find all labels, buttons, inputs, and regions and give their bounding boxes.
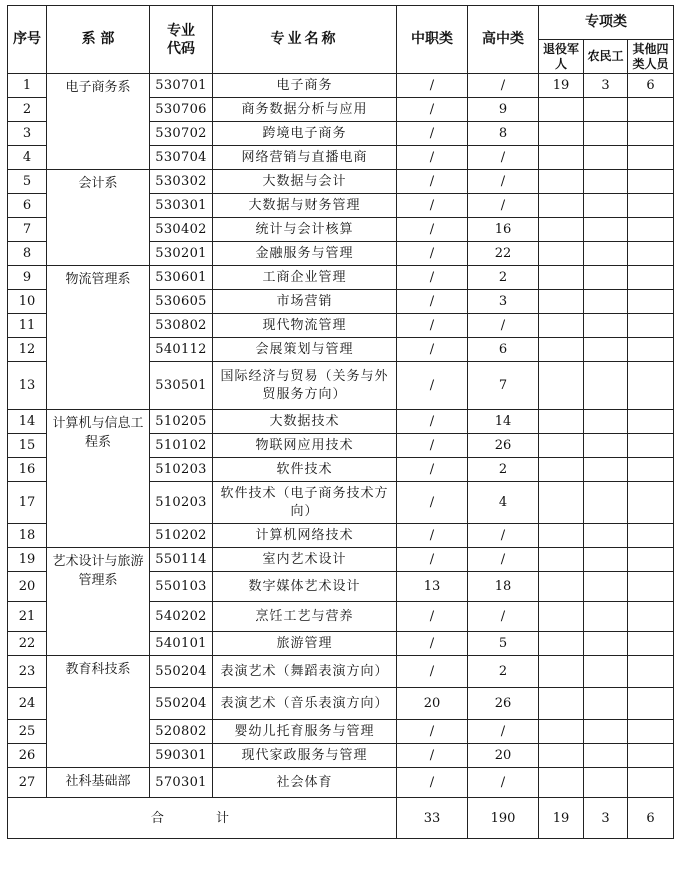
others-cell: [628, 170, 674, 194]
farmers-cell: [584, 688, 628, 720]
code-cell: 530402: [150, 218, 213, 242]
seq-cell: 27: [8, 768, 47, 798]
highschool-cell: 2: [468, 266, 539, 290]
others-cell: [628, 482, 674, 524]
farmers-cell: [584, 266, 628, 290]
veterans-cell: [539, 548, 584, 572]
highschool-cell: 2: [468, 656, 539, 688]
total-others: 6: [628, 798, 674, 839]
others-cell: [628, 290, 674, 314]
highschool-cell: /: [468, 720, 539, 744]
farmers-cell: [584, 98, 628, 122]
seq-cell: 4: [8, 146, 47, 170]
vocational-cell: /: [397, 548, 468, 572]
code-cell: 570301: [150, 768, 213, 798]
veterans-cell: [539, 524, 584, 548]
highschool-cell: /: [468, 170, 539, 194]
farmers-cell: 3: [584, 74, 628, 98]
veterans-cell: [539, 314, 584, 338]
name-cell: 国际经济与贸易（关务与外贸服务方向）: [213, 362, 397, 410]
code-cell: 550204: [150, 656, 213, 688]
farmers-cell: [584, 482, 628, 524]
code-cell: 540112: [150, 338, 213, 362]
name-cell: 社会体育: [213, 768, 397, 798]
seq-cell: 20: [8, 572, 47, 602]
seq-cell: 15: [8, 434, 47, 458]
vocational-cell: /: [397, 744, 468, 768]
farmers-cell: [584, 410, 628, 434]
vocational-cell: /: [397, 458, 468, 482]
table-row: [8, 410, 674, 434]
header-vocational: 中职类: [397, 6, 468, 74]
vocational-cell: /: [397, 482, 468, 524]
header-special: 专项类: [539, 6, 674, 40]
vocational-cell: /: [397, 314, 468, 338]
farmers-cell: [584, 434, 628, 458]
code-cell: 530201: [150, 242, 213, 266]
dept-cell: 计算机与信息工程系: [47, 410, 150, 548]
highschool-cell: 4: [468, 482, 539, 524]
seq-cell: 10: [8, 290, 47, 314]
others-cell: [628, 632, 674, 656]
highschool-cell: 7: [468, 362, 539, 410]
highschool-cell: /: [468, 548, 539, 572]
veterans-cell: [539, 458, 584, 482]
seq-cell: 18: [8, 524, 47, 548]
table-row: [8, 768, 674, 798]
vocational-cell: /: [397, 656, 468, 688]
name-cell: 软件技术: [213, 458, 397, 482]
farmers-cell: [584, 362, 628, 410]
others-cell: [628, 548, 674, 572]
others-cell: [628, 768, 674, 798]
vocational-cell: 20: [397, 688, 468, 720]
farmers-cell: [584, 194, 628, 218]
veterans-cell: [539, 434, 584, 458]
dept-cell: 物流管理系: [47, 266, 150, 410]
header-veterans: 退役军人: [539, 40, 584, 74]
table-row: [8, 170, 674, 194]
table-row: [8, 266, 674, 290]
seq-cell: 1: [8, 74, 47, 98]
name-cell: 烹饪工艺与营养: [213, 602, 397, 632]
highschool-cell: /: [468, 602, 539, 632]
seq-cell: 24: [8, 688, 47, 720]
code-cell: 530706: [150, 98, 213, 122]
veterans-cell: 19: [539, 74, 584, 98]
vocational-cell: /: [397, 266, 468, 290]
farmers-cell: [584, 146, 628, 170]
vocational-cell: /: [397, 524, 468, 548]
others-cell: [628, 656, 674, 688]
name-cell: 数字媒体艺术设计: [213, 572, 397, 602]
farmers-cell: [584, 632, 628, 656]
vocational-cell: /: [397, 602, 468, 632]
vocational-cell: /: [397, 410, 468, 434]
name-cell: 商务数据分析与应用: [213, 98, 397, 122]
dept-cell: 艺术设计与旅游管理系: [47, 548, 150, 656]
code-cell: 530605: [150, 290, 213, 314]
name-cell: 大数据与财务管理: [213, 194, 397, 218]
others-cell: [628, 242, 674, 266]
total-label: 合 计: [8, 798, 397, 839]
vocational-cell: /: [397, 434, 468, 458]
others-cell: [628, 218, 674, 242]
veterans-cell: [539, 572, 584, 602]
code-cell: 510203: [150, 482, 213, 524]
highschool-cell: 6: [468, 338, 539, 362]
name-cell: 大数据与会计: [213, 170, 397, 194]
farmers-cell: [584, 602, 628, 632]
header-name: 专业名称: [213, 6, 397, 74]
highschool-cell: /: [468, 314, 539, 338]
name-cell: 婴幼儿托育服务与管理: [213, 720, 397, 744]
highschool-cell: /: [468, 146, 539, 170]
name-cell: 网络营销与直播电商: [213, 146, 397, 170]
dept-cell: 电子商务系: [47, 74, 150, 170]
farmers-cell: [584, 768, 628, 798]
others-cell: [628, 720, 674, 744]
seq-cell: 16: [8, 458, 47, 482]
seq-cell: 14: [8, 410, 47, 434]
others-cell: [628, 744, 674, 768]
code-cell: 530704: [150, 146, 213, 170]
name-cell: 室内艺术设计: [213, 548, 397, 572]
farmers-cell: [584, 242, 628, 266]
veterans-cell: [539, 632, 584, 656]
name-cell: 旅游管理: [213, 632, 397, 656]
others-cell: [628, 314, 674, 338]
others-cell: [628, 410, 674, 434]
header-code: 专业代码: [150, 6, 213, 74]
farmers-cell: [584, 122, 628, 146]
highschool-cell: 5: [468, 632, 539, 656]
seq-cell: 7: [8, 218, 47, 242]
farmers-cell: [584, 338, 628, 362]
total-farmers: 3: [584, 798, 628, 839]
code-cell: 590301: [150, 744, 213, 768]
name-cell: 跨境电子商务: [213, 122, 397, 146]
vocational-cell: /: [397, 720, 468, 744]
others-cell: [628, 434, 674, 458]
vocational-cell: /: [397, 362, 468, 410]
veterans-cell: [539, 194, 584, 218]
code-cell: 510205: [150, 410, 213, 434]
veterans-cell: [539, 744, 584, 768]
vocational-cell: /: [397, 218, 468, 242]
veterans-cell: [539, 720, 584, 744]
table-row: [8, 548, 674, 572]
total-vocational: 33: [397, 798, 468, 839]
seq-cell: 3: [8, 122, 47, 146]
farmers-cell: [584, 524, 628, 548]
others-cell: 6: [628, 74, 674, 98]
code-cell: 530702: [150, 122, 213, 146]
seq-cell: 21: [8, 602, 47, 632]
vocational-cell: /: [397, 170, 468, 194]
header-dept: 系 部: [47, 6, 150, 74]
veterans-cell: [539, 290, 584, 314]
highschool-cell: 16: [468, 218, 539, 242]
highschool-cell: 26: [468, 434, 539, 458]
veterans-cell: [539, 98, 584, 122]
seq-cell: 8: [8, 242, 47, 266]
code-cell: 510102: [150, 434, 213, 458]
vocational-cell: /: [397, 194, 468, 218]
highschool-cell: 26: [468, 688, 539, 720]
dept-cell: 会计系: [47, 170, 150, 266]
vocational-cell: /: [397, 768, 468, 798]
name-cell: 软件技术（电子商务技术方向）: [213, 482, 397, 524]
seq-cell: 17: [8, 482, 47, 524]
veterans-cell: [539, 338, 584, 362]
highschool-cell: 2: [468, 458, 539, 482]
seq-cell: 22: [8, 632, 47, 656]
seq-cell: 13: [8, 362, 47, 410]
others-cell: [628, 122, 674, 146]
vocational-cell: /: [397, 122, 468, 146]
veterans-cell: [539, 768, 584, 798]
veterans-cell: [539, 146, 584, 170]
name-cell: 电子商务: [213, 74, 397, 98]
others-cell: [628, 458, 674, 482]
vocational-cell: /: [397, 290, 468, 314]
code-cell: 530301: [150, 194, 213, 218]
code-cell: 530302: [150, 170, 213, 194]
code-cell: 550204: [150, 688, 213, 720]
name-cell: 现代物流管理: [213, 314, 397, 338]
highschool-cell: /: [468, 768, 539, 798]
name-cell: 物联网应用技术: [213, 434, 397, 458]
highschool-cell: 3: [468, 290, 539, 314]
veterans-cell: [539, 656, 584, 688]
header-seq: 序号: [8, 6, 47, 74]
farmers-cell: [584, 290, 628, 314]
highschool-cell: 9: [468, 98, 539, 122]
others-cell: [628, 688, 674, 720]
seq-cell: 9: [8, 266, 47, 290]
seq-cell: 19: [8, 548, 47, 572]
veterans-cell: [539, 362, 584, 410]
dept-cell: 社科基础部: [47, 768, 150, 798]
others-cell: [628, 572, 674, 602]
farmers-cell: [584, 548, 628, 572]
seq-cell: 26: [8, 744, 47, 768]
total-row: [8, 798, 674, 839]
name-cell: 计算机网络技术: [213, 524, 397, 548]
others-cell: [628, 266, 674, 290]
farmers-cell: [584, 458, 628, 482]
veterans-cell: [539, 218, 584, 242]
highschool-cell: 22: [468, 242, 539, 266]
seq-cell: 25: [8, 720, 47, 744]
veterans-cell: [539, 602, 584, 632]
highschool-cell: 20: [468, 744, 539, 768]
highschool-cell: /: [468, 524, 539, 548]
others-cell: [628, 194, 674, 218]
seq-cell: 5: [8, 170, 47, 194]
veterans-cell: [539, 122, 584, 146]
name-cell: 表演艺术（音乐表演方向）: [213, 688, 397, 720]
seq-cell: 6: [8, 194, 47, 218]
others-cell: [628, 338, 674, 362]
name-cell: 工商企业管理: [213, 266, 397, 290]
total-highschool: 190: [468, 798, 539, 839]
others-cell: [628, 602, 674, 632]
highschool-cell: 8: [468, 122, 539, 146]
code-cell: 530701: [150, 74, 213, 98]
highschool-cell: /: [468, 194, 539, 218]
farmers-cell: [584, 170, 628, 194]
veterans-cell: [539, 688, 584, 720]
code-cell: 540202: [150, 602, 213, 632]
code-cell: 530501: [150, 362, 213, 410]
highschool-cell: 18: [468, 572, 539, 602]
farmers-cell: [584, 744, 628, 768]
enrollment-table: [7, 5, 674, 839]
others-cell: [628, 524, 674, 548]
farmers-cell: [584, 720, 628, 744]
farmers-cell: [584, 656, 628, 688]
code-cell: 530802: [150, 314, 213, 338]
seq-cell: 2: [8, 98, 47, 122]
farmers-cell: [584, 314, 628, 338]
code-cell: 550114: [150, 548, 213, 572]
others-cell: [628, 146, 674, 170]
vocational-cell: /: [397, 98, 468, 122]
vocational-cell: /: [397, 338, 468, 362]
code-cell: 540101: [150, 632, 213, 656]
name-cell: 会展策划与管理: [213, 338, 397, 362]
name-cell: 金融服务与管理: [213, 242, 397, 266]
dept-cell: 教育科技系: [47, 656, 150, 768]
name-cell: 市场营销: [213, 290, 397, 314]
others-cell: [628, 362, 674, 410]
name-cell: 表演艺术（舞蹈表演方向）: [213, 656, 397, 688]
highschool-cell: /: [468, 74, 539, 98]
others-cell: [628, 98, 674, 122]
vocational-cell: /: [397, 632, 468, 656]
code-cell: 510203: [150, 458, 213, 482]
code-cell: 520802: [150, 720, 213, 744]
highschool-cell: 14: [468, 410, 539, 434]
seq-cell: 23: [8, 656, 47, 688]
seq-cell: 11: [8, 314, 47, 338]
header-highschool: 高中类: [468, 6, 539, 74]
veterans-cell: [539, 266, 584, 290]
table-row: [8, 656, 674, 688]
code-cell: 550103: [150, 572, 213, 602]
vocational-cell: 13: [397, 572, 468, 602]
farmers-cell: [584, 572, 628, 602]
name-cell: 大数据技术: [213, 410, 397, 434]
veterans-cell: [539, 482, 584, 524]
veterans-cell: [539, 170, 584, 194]
code-cell: 530601: [150, 266, 213, 290]
vocational-cell: /: [397, 242, 468, 266]
farmers-cell: [584, 218, 628, 242]
header-others: 其他四类人员: [628, 40, 674, 74]
seq-cell: 12: [8, 338, 47, 362]
total-veterans: 19: [539, 798, 584, 839]
header-farmers: 农民工: [584, 40, 628, 74]
name-cell: 统计与会计核算: [213, 218, 397, 242]
vocational-cell: /: [397, 74, 468, 98]
table-row: [8, 74, 674, 98]
veterans-cell: [539, 242, 584, 266]
code-cell: 510202: [150, 524, 213, 548]
vocational-cell: /: [397, 146, 468, 170]
veterans-cell: [539, 410, 584, 434]
name-cell: 现代家政服务与管理: [213, 744, 397, 768]
